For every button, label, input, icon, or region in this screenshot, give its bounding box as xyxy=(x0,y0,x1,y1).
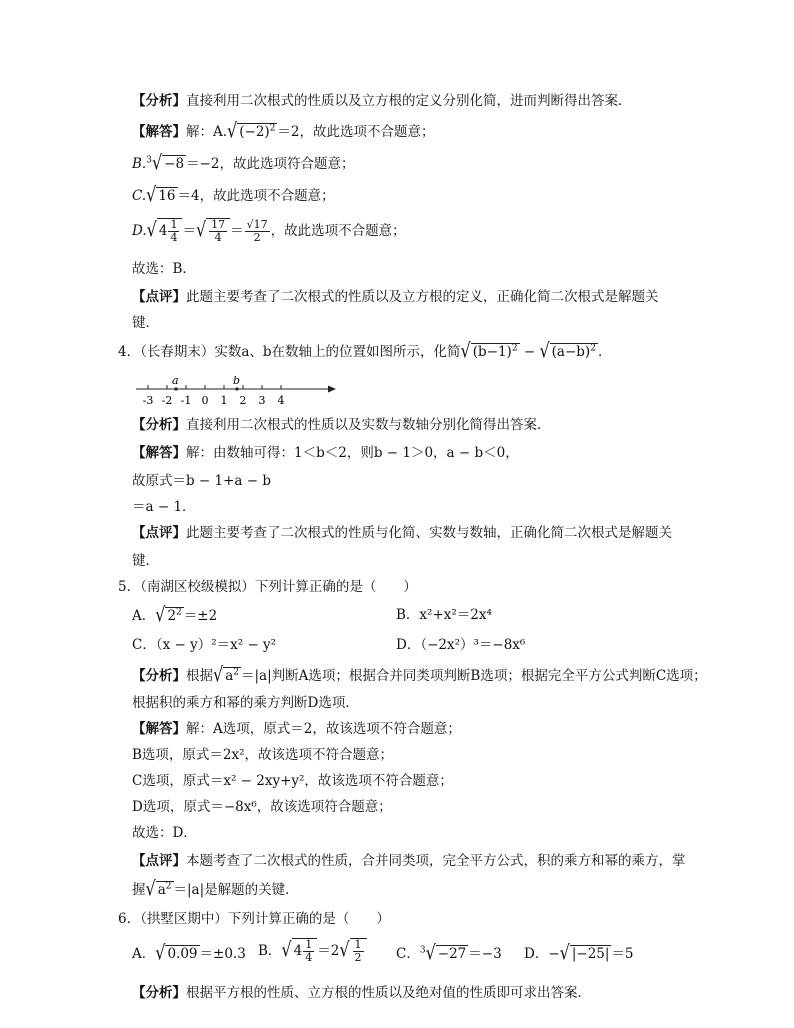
root-index: 3 xyxy=(146,155,152,166)
radical-sign: √ xyxy=(146,217,157,242)
option-value: ＝−3 xyxy=(468,946,502,962)
denominator: 4 xyxy=(305,951,313,964)
radicand-text: a xyxy=(157,882,166,898)
radical-sign: √ xyxy=(559,940,570,965)
radical-sign: √ xyxy=(146,182,157,207)
analysis-text: 直接利用二次根式的性质以及立方根的定义分别化简，进而判断得出答案． xyxy=(186,93,632,109)
comment-tag: 【点评】 xyxy=(132,853,186,869)
q5-comment xyxy=(132,850,686,872)
mixed-whole: 4 xyxy=(293,943,303,959)
numerator: 17 xyxy=(211,218,226,231)
q3-analysis xyxy=(132,90,632,112)
point-b-dot xyxy=(235,387,238,390)
q5-solution-2: B选项，原式＝2x²，故该选项不符合题意； xyxy=(132,747,394,763)
fraction xyxy=(303,939,314,964)
q4-solution-3: ＝a − 1． xyxy=(132,499,196,515)
numerator: 1 xyxy=(354,938,362,951)
comment-tag: 【点评】 xyxy=(132,289,186,305)
numerator: √17 xyxy=(246,218,268,231)
radicand xyxy=(471,343,520,360)
q5-option-d: D．（−2x²）³＝−8x⁶ xyxy=(396,637,526,653)
radical-sign: √ xyxy=(425,940,436,965)
solution-text: 解：A选项，原式＝2，故该选项不符合题意； xyxy=(186,721,461,737)
mixed-whole: 4 xyxy=(158,223,168,239)
radical-sign: √ xyxy=(339,937,350,962)
q3-solution-b xyxy=(132,152,354,175)
axis-tick-label: 4 xyxy=(277,394,285,407)
solution-text: 解：由数轴可得：1＜b＜2，则b − 1＞0，a − b＜0， xyxy=(186,445,519,461)
radicand: 16 xyxy=(158,188,176,204)
option-value: ＝5 xyxy=(611,946,634,962)
radical-sign: √ xyxy=(155,602,166,627)
point-b-label: b xyxy=(233,376,241,387)
radicand: −8 xyxy=(164,156,185,172)
q6-option-a xyxy=(132,942,246,965)
stem-end: ． xyxy=(597,344,612,360)
radicand xyxy=(292,938,318,964)
comment-text: 本题考查了二次根式的性质，合并同类项，完全平方公式，积的乘方和幂的乘方，掌 xyxy=(186,853,686,869)
exponent: 2 xyxy=(269,123,276,134)
q3-comment xyxy=(132,286,659,308)
q4-comment xyxy=(132,522,672,544)
option-letter: A． xyxy=(132,946,156,962)
q4-stem xyxy=(118,340,611,363)
radicand xyxy=(156,881,174,898)
radicand xyxy=(350,938,367,964)
denominator: 2 xyxy=(354,951,362,964)
q3-choose: 故选：B． xyxy=(132,261,196,277)
q3-comment-cont: 键． xyxy=(132,315,159,331)
analysis-tag: 【分析】 xyxy=(132,93,186,109)
exponent: 2 xyxy=(511,343,518,354)
q6-stem: 6．（拱墅区期中）下列计算正确的是（ ） xyxy=(118,911,390,927)
radical-sign: √ xyxy=(195,217,207,242)
exponent: 2 xyxy=(165,881,172,892)
denominator: 4 xyxy=(170,231,178,244)
comment-text: 此题主要考查了二次根式的性质以及立方根的定义，正确化简二次根式是解题关 xyxy=(186,289,659,305)
q5-solution-3: C选项，原式＝x² − 2xy+y²，故该选项不符合题意； xyxy=(132,773,453,789)
analysis-text: ＝|a|判断A选项；根据合并同类项判断B选项；根据完全平方公式判断C选项； xyxy=(241,668,707,684)
axis-tick-label: 0 xyxy=(201,394,209,407)
radicand: −27 xyxy=(437,946,467,962)
fraction xyxy=(209,219,227,244)
option-letter: B． xyxy=(258,943,282,959)
option-value: ＝2 xyxy=(317,943,340,959)
q5-analysis xyxy=(132,664,707,687)
q4-solution-2: 故原式＝b − 1+a − b xyxy=(132,473,272,489)
radical-sign: √ xyxy=(145,876,156,901)
root-index: 3 xyxy=(419,945,426,956)
sol-c-suffix: ＝4，故此选项不合题意； xyxy=(177,188,335,204)
radical-sign: √ xyxy=(155,940,166,965)
radicand: |−25| xyxy=(571,946,610,962)
analysis-tag: 【分析】 xyxy=(132,668,186,684)
radicand-text: (a−b) xyxy=(551,344,591,360)
q5-stem: 5．（南湖区校级模拟）下列计算正确的是（ ） xyxy=(118,579,417,595)
q5-analysis-cont: 根据积的乘方和幂的乘方判断D选项． xyxy=(132,695,359,711)
sol-d-prefix: D. xyxy=(132,223,147,239)
exponent: 2 xyxy=(590,343,596,354)
q5-solution-1 xyxy=(132,718,461,740)
radicand-text: a xyxy=(225,668,234,684)
axis-tick-label: 2 xyxy=(239,394,247,407)
numerator: 1 xyxy=(305,938,313,951)
option-value: ＝±0.3 xyxy=(199,946,246,962)
denominator: 4 xyxy=(214,231,222,244)
axis-tick-label: 1 xyxy=(220,394,228,407)
sol-d-suffix: ，故此选项不合题意； xyxy=(270,223,406,239)
radical-sign: √ xyxy=(227,118,238,143)
minus: − xyxy=(519,344,540,360)
radical-sign: √ xyxy=(539,338,550,363)
radicand xyxy=(157,218,183,244)
comment-tag: 【点评】 xyxy=(132,525,186,541)
analysis-text: 根据 xyxy=(186,668,213,684)
axis-arrow xyxy=(328,386,336,393)
comment-text: ＝|a|是解题的关键． xyxy=(173,882,299,898)
point-a-dot xyxy=(174,387,177,390)
sol-a-prefix: 解：A. xyxy=(186,124,228,140)
denominator: 2 xyxy=(253,231,261,244)
analysis-tag: 【分析】 xyxy=(132,417,186,433)
q3-solution-a xyxy=(132,120,435,143)
q6-option-d xyxy=(524,942,634,965)
option-letter: D．− xyxy=(524,946,560,962)
q6-analysis xyxy=(132,982,591,1004)
q4-comment-cont: 键． xyxy=(132,553,159,569)
exponent: 2 xyxy=(176,607,182,618)
radicand xyxy=(237,123,277,140)
q4-solution-1 xyxy=(132,442,519,464)
numerator: 1 xyxy=(170,218,178,231)
stem-text: 4．（长春期末）实数a、b在数轴上的位置如图所示，化简 xyxy=(118,344,461,360)
analysis-text: 根据平方根的性质、立方根的性质以及绝对值的性质即可求出答案． xyxy=(186,985,591,1001)
radical-sign: √ xyxy=(281,937,292,962)
radical-sign: √ xyxy=(151,150,163,175)
fraction xyxy=(353,939,364,964)
comment-text: 握 xyxy=(132,882,146,898)
solution-tag: 【解答】 xyxy=(132,445,186,461)
q5-option-c: C．（x − y）²＝x² − y² xyxy=(132,637,277,653)
radicand xyxy=(165,607,183,624)
solution-tag: 【解答】 xyxy=(132,721,186,737)
comment-text: 此题主要考查了二次根式的性质与化简、实数与数轴，正确化简二次根式是解题关 xyxy=(186,525,672,541)
q5-choose: 故选：D． xyxy=(132,825,197,841)
sol-b-prefix: B. xyxy=(132,156,147,172)
radicand xyxy=(223,667,241,684)
q3-solution-c xyxy=(132,184,335,207)
q6-option-b xyxy=(258,938,367,964)
axis-tick-label: -1 xyxy=(180,394,192,407)
fraction xyxy=(245,219,270,244)
radicand-text: (b−1) xyxy=(472,344,512,360)
axis-tick-label: -3 xyxy=(142,394,154,407)
analysis-tag: 【分析】 xyxy=(132,985,186,1001)
option-value: ＝±2 xyxy=(183,608,218,624)
axis-tick-label: -2 xyxy=(161,394,173,407)
axis-tick-label: 3 xyxy=(258,394,266,407)
q3-solution-d: D.√ 4 $\frac{1}{4}$ ＝√ $\frac{17}{4}$ ＝ $\frac{√17}{2}$ ，故此选项不合题意； xyxy=(132,217,406,244)
radicand-text: (−2) xyxy=(239,124,270,140)
q4-analysis xyxy=(132,414,551,436)
sol-a-suffix: ＝2，故此选项不合题意； xyxy=(277,124,435,140)
q5-comment-cont xyxy=(132,878,299,901)
fraction xyxy=(168,219,179,244)
q6-option-c xyxy=(396,942,502,965)
q5-solution-4: D选项，原式＝−8x⁶，故该选项符合题意； xyxy=(132,799,392,815)
point-a-label: a xyxy=(172,376,179,387)
radical-sign: √ xyxy=(460,338,471,363)
sol-c-prefix: C. xyxy=(132,188,147,204)
radical-sign: √ xyxy=(213,662,224,687)
sol-b-suffix: ＝−2，故此选项符合题意； xyxy=(186,156,355,172)
q5-option-b: B．x²+x²＝2x⁴ xyxy=(396,607,492,623)
option-letter: A． xyxy=(132,608,156,624)
exponent: 2 xyxy=(233,667,239,678)
radicand xyxy=(550,343,598,360)
radicand-text: 2 xyxy=(167,608,177,624)
solution-tag: 【解答】 xyxy=(132,124,186,140)
radicand: 0.09 xyxy=(167,946,198,962)
number-line-figure xyxy=(132,376,342,410)
radicand xyxy=(206,218,230,244)
option-letter: C． xyxy=(396,946,420,962)
analysis-text: 直接利用二次根式的性质以及实数与数轴分别化简得出答案． xyxy=(186,417,551,433)
q5-option-a xyxy=(132,604,217,627)
